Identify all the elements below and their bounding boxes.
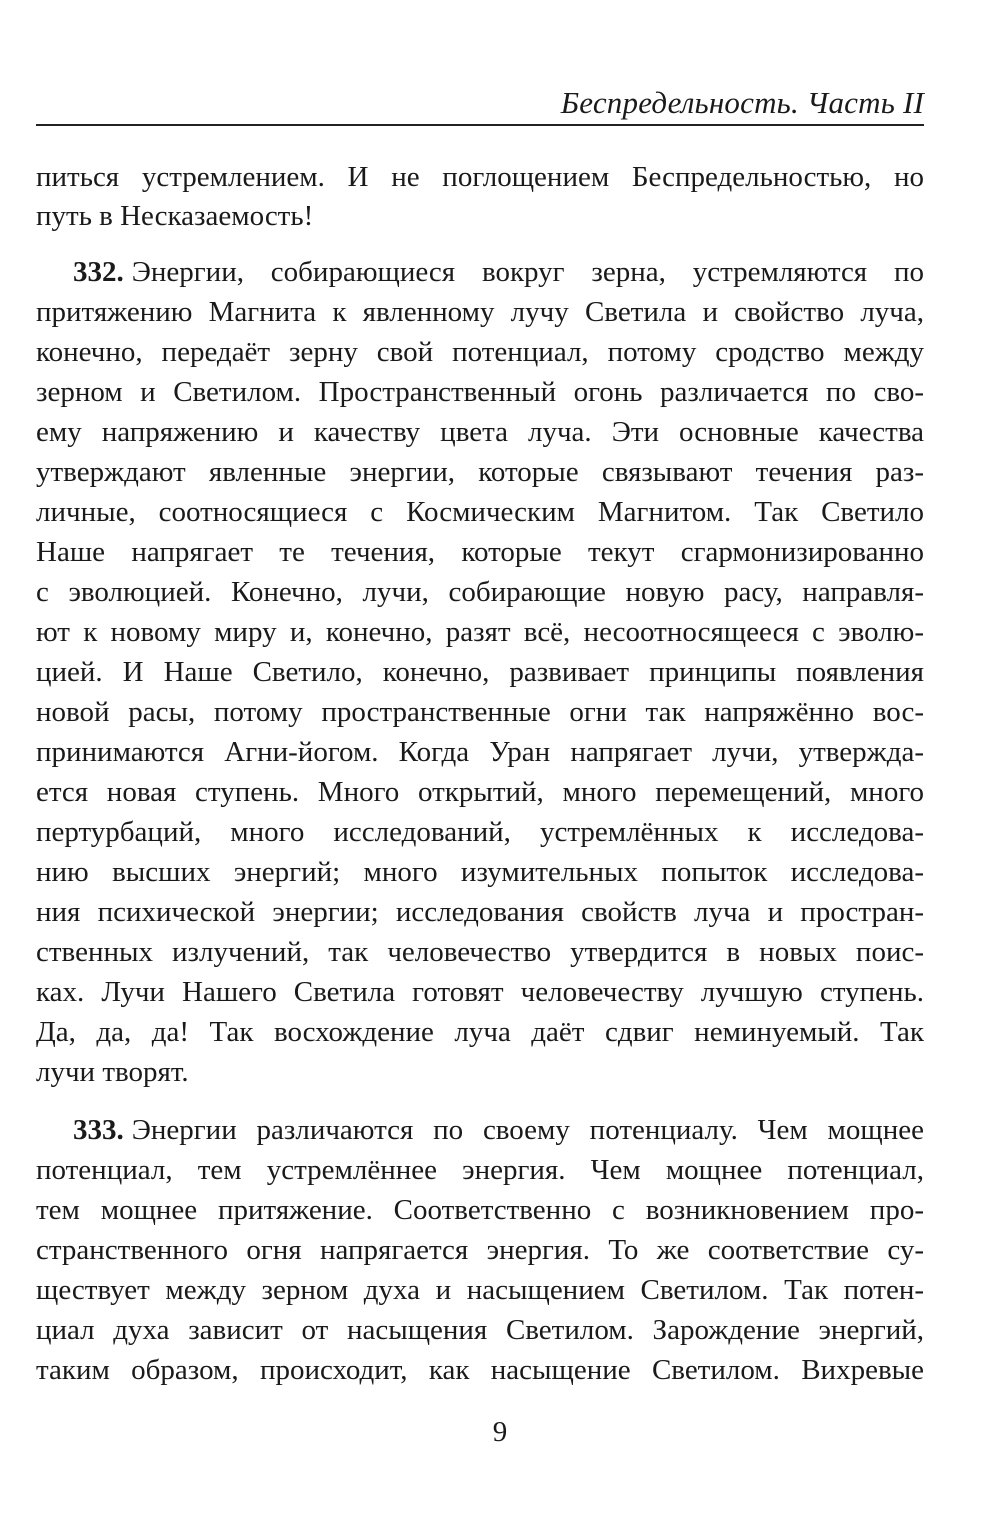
running-header-title: Беспредельность. Часть II (560, 85, 924, 120)
text-line: Наше напрягает те течения, которые текут сгармонизированно (36, 536, 924, 568)
text-line: ется новая ступень. Много открытий, много перемещений, много (36, 776, 924, 808)
text-line: новой расы, потому пространственные огни так напряжённо вос- (36, 696, 924, 728)
text-line: личные, соотносящиеся с Космическим Магнитом. Так Светило (36, 496, 924, 528)
text-line: принимаются Агни-йогом. Когда Уран напрягает лучи, утвержда- (36, 736, 924, 768)
text-line: ют к новому миру и, конечно, разят всё, несоотносящееся с эволю- (36, 616, 924, 648)
text-line: таким образом, происходит, как насыщение Светилом. Вихревые (36, 1354, 924, 1386)
text-line: ему напряжению и качеству цвета луча. Эти основные качества (36, 416, 924, 448)
text-line: ках. Лучи Нашего Светила готовят человечеству лучшую ступень. (36, 976, 924, 1008)
page-number: 9 (492, 1416, 508, 1448)
text-line: Энергии, собирающиеся вокруг зерна, устремляются по (131, 256, 924, 288)
text-line: цией. И Наше Светило, конечно, развивает принципы появления (36, 656, 924, 688)
text-line: ственных излучений, так человечество утвердится в новых поис- (36, 936, 924, 968)
text-line: циал духа зависит от насыщения Светилом. Зарождение энергий, (36, 1314, 924, 1346)
header-divider (36, 124, 924, 126)
text-line: ществует между зерном духа и насыщением Светилом. Так потен- (36, 1274, 924, 1306)
text-line: путь в Несказаемость! (36, 200, 314, 232)
paragraph-332-first-line (73, 252, 924, 292)
text-line: тем мощнее притяжение. Соответственно с возникновением про- (36, 1194, 924, 1226)
text-line: пертурбаций, много исследований, устремлённых к исследова- (36, 816, 924, 848)
text-line: утверждают явленные энергии, которые связывают течения раз- (36, 456, 924, 488)
text-line: конечно, передаёт зерну свой потенциал, потому сродство между (36, 336, 924, 368)
text-line: притяжению Магнита к явленному лучу Светила и свойство луча, (36, 296, 924, 328)
paragraph-number: 332. (73, 256, 124, 288)
text-line: Да, да, да! Так восхождение луча даёт сдвиг неминуемый. Так (36, 1016, 924, 1048)
text-line: ния психической энергии; исследования свойств луча и простран- (36, 896, 924, 928)
paragraph-number: 333. (73, 1114, 124, 1146)
text-line: Энергии различаются по своему потенциалу. Чем мощнее (131, 1114, 924, 1146)
text-line: с эволюцией. Конечно, лучи, собирающие новую расу, направля- (36, 576, 924, 608)
text-line: потенциал, тем устремлённее энергия. Чем мощнее потенциал, (36, 1154, 924, 1186)
paragraph-333-first-line (73, 1110, 924, 1150)
text-line: нию высших энергий; много изумительных попыток исследова- (36, 856, 924, 888)
text-line: питься устремлением. И не поглощением Беспредельностью, но (36, 161, 924, 193)
text-line: лучи творят. (36, 1056, 189, 1088)
text-line: странственного огня напрягается энергия. То же соответствие су- (36, 1234, 924, 1266)
text-line: зерном и Светилом. Пространственный огонь различается по сво- (36, 376, 924, 408)
